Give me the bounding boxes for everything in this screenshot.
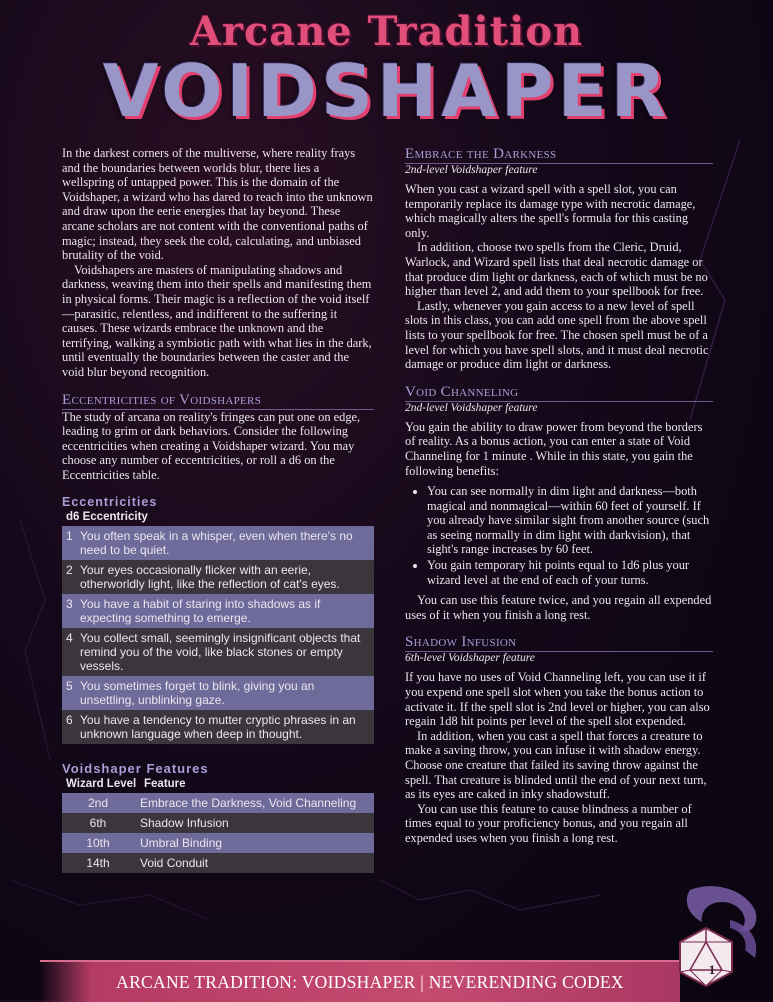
table-row: 6 You have a tendency to mutter cryptic phrases in an unknown language when deep in thought. <box>62 710 374 744</box>
embrace-subheading: 2nd-level Voidshaper feature <box>405 164 538 176</box>
infusion-paragraph-1: If you have no uses of Void Channeling left, you can use it if you expend one spell slot when you take the bonus action to activate it. If the spell slot is 2nd level or higher, you can also regain 1d8 hit points per level of the spell slot expended. <box>405 670 710 729</box>
features-table-title: Voidshaper Features <box>62 761 209 777</box>
eccentricities-heading: Eccentricities of Voidshapers <box>62 392 374 410</box>
left-column <box>62 146 374 873</box>
intro-paragraph-2: Voidshapers are masters of manipulating shadows and darkness, weaving them into their spells and manifesting them in physical forms. Their magic is a reflection of the void itself—parasitic, relentless, and indifferent to the suffering it causes. These wizards embrace the unknown and the terrifying, walking a symbiotic path with what lies in the dark, until eventually the boundaries between the caster and the void blur beyond recognition. <box>62 262 372 379</box>
table-row: 3 You have a habit of staring into shadows as if expecting something to emerge. <box>62 594 374 628</box>
infusion-heading: Shadow Infusion <box>405 634 713 652</box>
eccentricities-table <box>62 495 374 744</box>
channeling-subheading: 2nd-level Voidshaper feature <box>405 401 538 414</box>
page-footer <box>40 960 680 1002</box>
embrace-paragraph-1: When you cast a wizard spell with a spell slot, you can temporarily replace its damage type with necrotic damage, which magically alters the spell's formula for this casting only. <box>405 182 696 240</box>
channeling-paragraph-1: You gain the ability to draw power from beyond the borders of reality. As a bonus action, you can enter a state of Void Channeling for 1 minute . While in this state, you gain the following benefits: <box>405 419 703 478</box>
channeling-benefits-list <box>405 484 713 587</box>
infusion-paragraph-2: In addition, when you cast a spell that forces a creature to make a saving throw, you can infuse it with shadow energy. Choose one creature that failed its saving throw against the spell. That creature is blinded until the end of your next turn, as its eyes are caked in inky shadowstuff. <box>405 728 707 802</box>
page-header <box>0 8 773 133</box>
title-voidshaper: VOIDSHAPER <box>102 49 671 133</box>
infusion-subheading: 6th-level Voidshaper feature <box>405 652 535 665</box>
embrace-paragraph-3: Lastly, whenever you gain access to a new level of spell slots in this class, you can add one spell from the above spell lists to your spellbook for free. The chosen spell must be of a level for which you have spell slots, and it must deal necrotic damage or produce dim light or darkness. <box>405 298 709 372</box>
embrace-heading: Embrace the Darkness <box>405 146 713 164</box>
table-row: 10th Umbral Binding <box>62 833 374 853</box>
table-row: 4 You collect small, seemingly insignificant objects that remind you of the void, like black stones or empty vessels. <box>62 628 374 676</box>
table-row: 6th Shadow Infusion <box>62 813 374 833</box>
table-row: 1 You often speak in a whisper, even when there's no need to be quiet. <box>62 526 374 560</box>
table-row: 2nd Embrace the Darkness, Void Channeling <box>62 793 374 813</box>
list-item: • You gain temporary hit points equal to 1d6 plus your wizard level at the end of each of your turns. <box>427 558 713 587</box>
eccentricities-table-header: d6 Eccentricity <box>66 511 148 524</box>
channeling-paragraph-2: You can use this feature twice, and you regain all expended uses of it when you finish a long rest. <box>405 593 712 622</box>
channeling-heading: Void Channeling <box>405 384 713 402</box>
features-table <box>62 762 374 873</box>
infusion-paragraph-3: You can use this feature to cause blindness a number of times equal to your proficiency bonus, and you regain all expended uses when you finish a long rest. <box>405 801 692 845</box>
table-row: 2 Your eyes occasionally flicker with an eerie, otherworldly light, like the reflection of cat's eyes. <box>62 560 374 594</box>
right-column <box>405 146 713 846</box>
intro-paragraph-1: In the darkest corners of the multiverse, where reality frays and the boundaries between worlds blur, there lies a wellspring of untapped power. This is the domain of the Voidshaper, a wizard who has dared to reach into the unknown and draw upon the eerie energies that lay beyond. These arcane scholars are not content with the conventional paths of magic; instead, they seek the cold, calculating, and unbiased brutality of the void. <box>62 146 373 263</box>
footer-title: ARCANE TRADITION: VOIDSHAPER | NEVERENDING CODEX <box>116 972 624 992</box>
eccentricities-text: The study of arcana on reality's fringes can put one on edge, leading to grim or dark behaviors. Consider the following eccentricities when creating a Voidshaper wizard. You may choose any number of eccentricities, or roll a d6 on the Eccentricities table. <box>62 409 361 482</box>
list-item: • You can see normally in dim light and darkness—both magical and nonmagical—within 60 feet of yourself. If you already have similar sight from another source (such as seeing normally in dim light with darkvision), that sight's range increases by 60 feet. <box>427 484 713 557</box>
features-table-header: Wizard Level Feature <box>66 778 186 791</box>
table-row: 5 You sometimes forget to blink, giving you an unsettling, unblinking gaze. <box>62 676 374 710</box>
eccentricities-table-title: Eccentricities <box>62 495 158 510</box>
page-number: 1 <box>708 962 716 977</box>
dragon-d20-icon <box>660 880 773 1000</box>
table-row: 14th Void Conduit <box>62 853 374 873</box>
title-arcane-tradition: Arcane Tradition <box>189 8 584 55</box>
embrace-paragraph-2: In addition, choose two spells from the Cleric, Druid, Warlock, and Wizard spell lists that deal necrotic damage or that produce dim light or darkness, each of which must be no higher than level 2, and add them to your spellbook for free. <box>405 240 708 299</box>
